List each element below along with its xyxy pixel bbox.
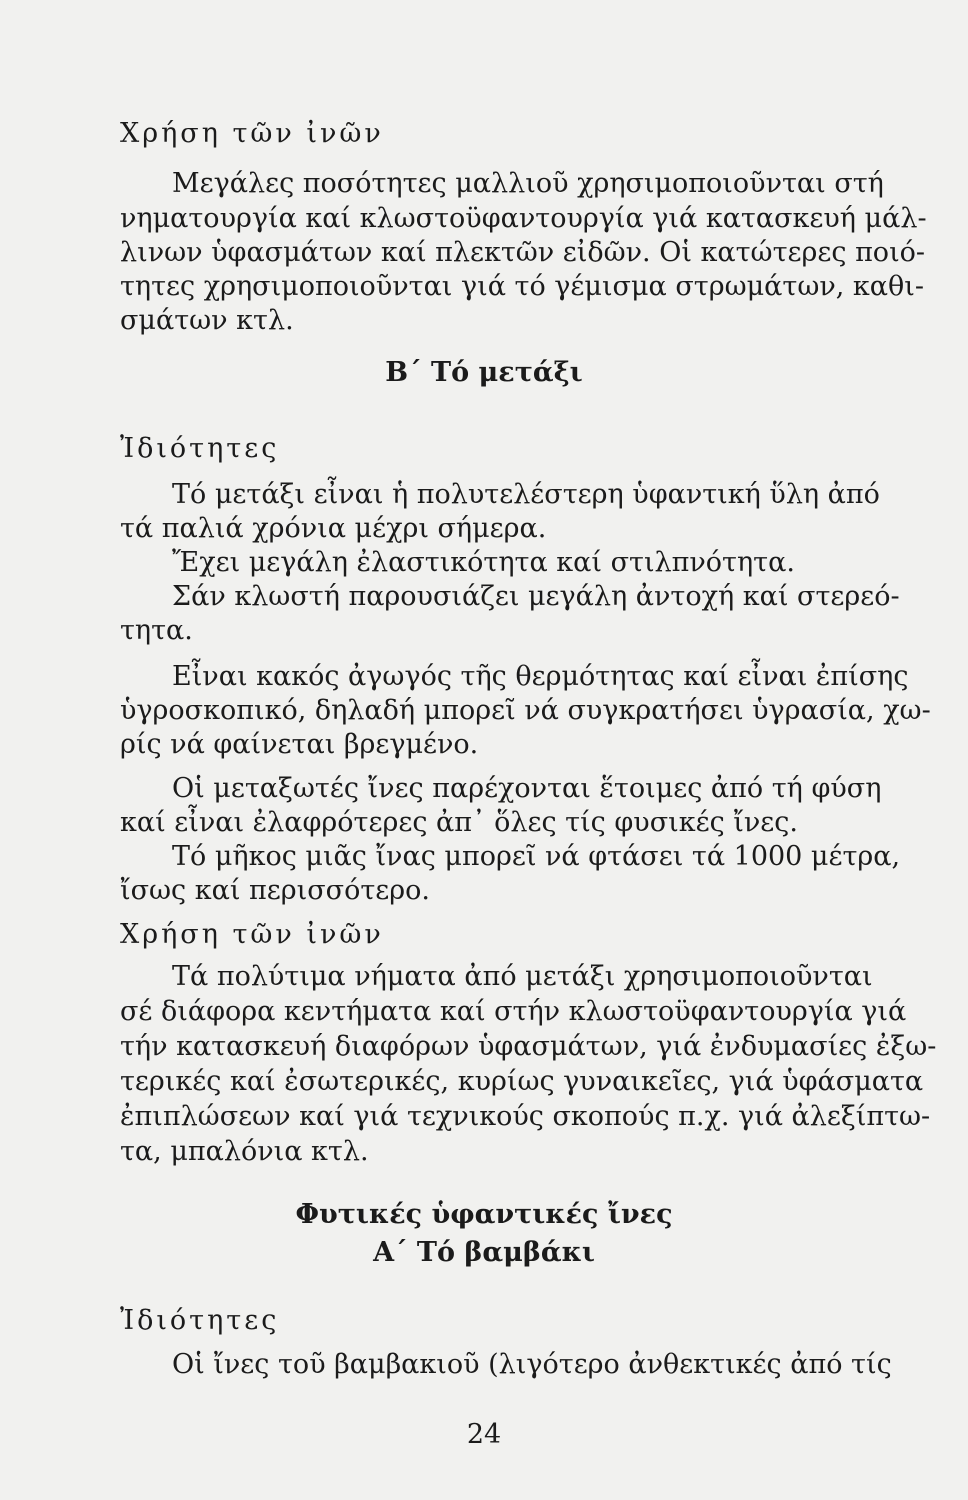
paragraph-line: τά παλιά χρόνια μέχρι σήμερα. [120, 513, 547, 544]
paragraph-line: Τό μῆκος μιᾶς ἴνας μπορεῖ νά φτάσει τά 1000 μέτρα, [172, 841, 901, 872]
paragraph-line: Σάν κλωστή παρουσιάζει μεγάλη ἀντοχή καί στερεό- [172, 581, 900, 612]
section-heading-cotton: Α΄ Τό βαμβάκι [373, 1237, 595, 1268]
paragraph-line: τα, μπαλόνια κτλ. [120, 1136, 369, 1167]
section-heading-silk: Β΄ Τό μετάξι [385, 357, 583, 388]
paragraph-line: λινων ὑφασμάτων καί πλεκτῶν εἰδῶν. Οἱ κατώτερες ποιό- [120, 237, 926, 268]
subheading-use-of-fibers: Χρήση τῶν ἰνῶν [120, 919, 384, 950]
paragraph-line: τήν κατασκευή διαφόρων ὑφασμάτων, γιά ἐνδυμασίες ἐξω- [120, 1031, 937, 1062]
subheading-properties: Ἰδιότητες [120, 433, 280, 464]
paragraph-line: Οἱ μεταξωτές ἴνες παρέχονται ἕτοιμες ἀπό τή φύση [172, 773, 882, 804]
page-number: 24 [466, 1419, 502, 1450]
paragraph-line: σμάτων κτλ. [120, 305, 294, 336]
paragraph-line: καί εἶναι ἐλαφρότερες ἀπ᾿ ὅλες τίς φυσικές ἴνες. [120, 807, 798, 838]
paragraph-line: Ἔχει μεγάλη ἐλαστικότητα καί στιλπνότητα. [172, 547, 795, 578]
paragraph-line: τητες χρησιμοποιοῦνται γιά τό γέμισμα στρωμάτων, καθι- [120, 271, 924, 302]
subheading-use-of-fibers: Χρήση τῶν ἰνῶν [120, 118, 384, 149]
paragraph-line: νηματουργία καί κλωστοϋφαντουργία γιά κατασκευή μάλ- [120, 203, 927, 234]
paragraph-line: τητα. [120, 615, 193, 646]
paragraph-line: ἴσως καί περισσότερο. [120, 875, 430, 906]
paragraph-line: Οἱ ἴνες τοῦ βαμβακιοῦ (λιγότερο ἀνθεκτικές ἀπό τίς [172, 1349, 892, 1380]
paragraph-line: Εἶναι κακός ἀγωγός τῆς θερμότητας καί εἶναι ἐπίσης [172, 661, 909, 692]
paragraph-line: σέ διάφορα κεντήματα καί στήν κλωστοϋφαντουργία γιά [120, 996, 907, 1027]
paragraph-line: ὑγροσκοπικό, δηλαδή μπορεῖ νά συγκρατήσει ὑγρασία, χω- [120, 695, 931, 726]
subheading-properties: Ἰδιότητες [120, 1305, 280, 1336]
paragraph-line: Τά πολύτιμα νήματα ἀπό μετάξι χρησιμοποιοῦνται [172, 961, 873, 992]
paragraph-line: Τό μετάξι εἶναι ἡ πολυτελέστερη ὑφαντική ὕλη ἀπό [172, 479, 880, 510]
paragraph-line: Μεγάλες ποσότητες μαλλιοῦ χρησιμοποιοῦνται στή [172, 168, 884, 199]
section-heading-plant-fibers: Φυτικές ὑφαντικές ἴνες [295, 1199, 673, 1230]
paragraph-line: ρίς νά φαίνεται βρεγμένο. [120, 729, 479, 760]
paragraph-line: ἐπιπλώσεων καί γιά τεχνικούς σκοπούς π.χ. γιά ἀλεξίπτω- [120, 1101, 931, 1132]
paragraph-line: τερικές καί ἐσωτερικές, κυρίως γυναικεῖες, γιά ὑφάσματα [120, 1066, 924, 1097]
